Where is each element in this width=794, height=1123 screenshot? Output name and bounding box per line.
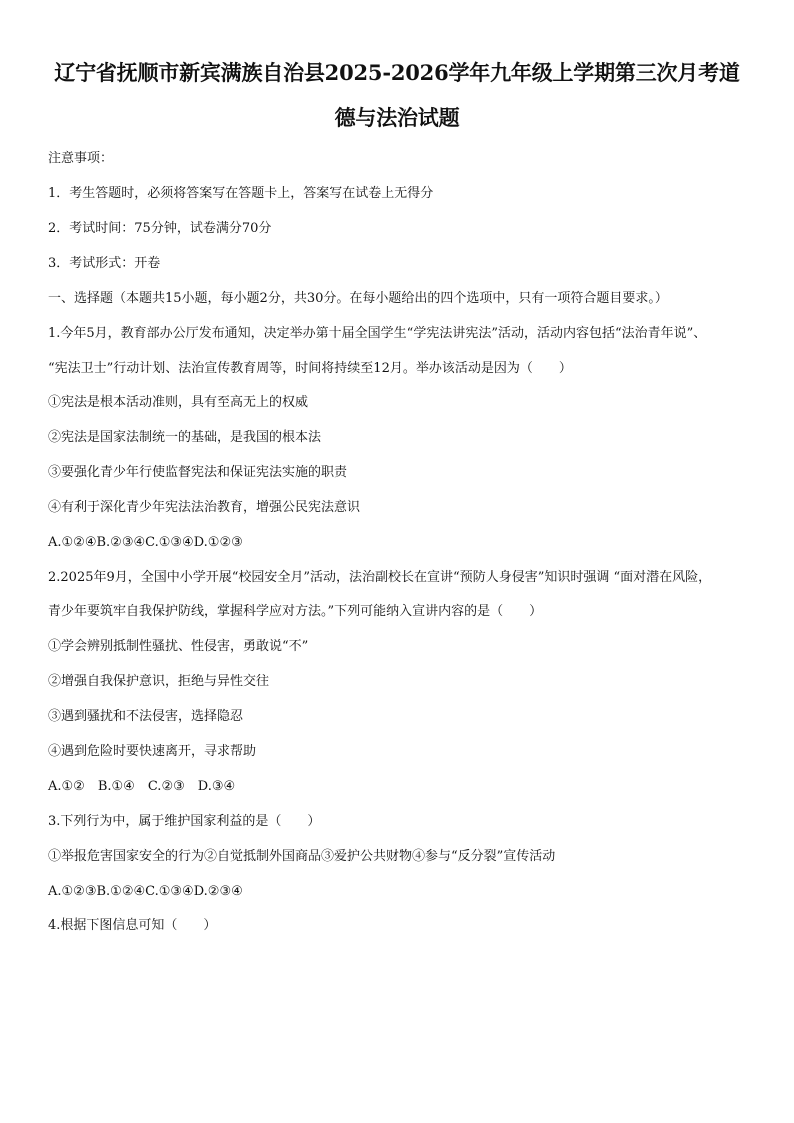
question-2-stem-line-2: 青少年要筑牢自我保护防线，掌握科学应对方法。”下列可能纳入宣讲内容的是（ ） [48,604,543,619]
question-3-options: A.①②③B.①②④C.①③④D.②③④ [48,884,243,899]
question-1-statement-4: ④有利于深化青少年宪法法治教育，增强公民宪法意识 [48,500,361,515]
question-1-statement-3: ③要强化青少年行使监督宪法和保证宪法实施的职责 [48,465,348,480]
question-3-stem: 3.下列行为中，属于维护国家利益的是（ ） [48,814,321,829]
question-2-statement-3: ③遇到骚扰和不法侵害，选择隐忍 [48,709,244,724]
question-1-statement-2: ②宪法是国家法制统一的基础，是我国的根本法 [48,430,322,445]
notice-item-2: 2．考试时间：75分钟，试卷满分70分 [48,221,272,236]
notice-item-1: 1．考生答题时，必须将答案写在答题卡上，答案写在试卷上无得分 [48,186,434,201]
section-heading: 一、选择题（本题共15小题，每小题2分，共30分。在每小题给出的四个选项中，只有一项符合题目要求。） [48,291,668,306]
exam-title-line-2: 德与法治试题 [334,105,460,130]
notice-item-3: 3．考试形式：开卷 [48,256,161,271]
question-1-statement-1: ①宪法是根本活动准则，具有至高无上的权威 [48,395,309,410]
question-1-options: A.①②④B.②③④C.①③④D.①②③ [48,535,243,550]
question-1-stem-line-1: 1.今年5月，教育部办公厅发布通知，决定举办第十届全国学生“学宪法讲宪法”活动，活动内容包括“法治青年说”、 [48,326,707,341]
question-1-stem-line-2: “宪法卫士”行动计划、法治宣传教育周等，时间将持续至12月。举办该活动是因为（ ） [48,361,572,376]
question-4-stem: 4.根据下图信息可知（ ） [48,918,217,933]
question-2-stem-line-1: 2.2025年9月，全国中小学开展“校园安全月”活动，法治副校长在宣讲“预防人身侵害”知识时强调 “面对潜在风险， [48,570,712,585]
question-2-statement-1: ①学会辨别抵制性骚扰、性侵害，勇敢说“不” [48,639,309,654]
question-2-statement-2: ②增强自我保护意识，拒绝与异性交往 [48,674,270,689]
exam-title-line-1: 辽宁省抚顺市新宾满族自治县2025-2026学年九年级上学期第三次月考道 [54,60,740,85]
question-2-options: A.①② B.①④ C.②③ D.③④ [48,779,236,794]
notice-heading: 注意事项： [48,151,114,166]
question-2-statement-4: ④遇到危险时要快速离开，寻求帮助 [48,744,257,759]
question-3-statements: ①举报危害国家安全的行为②自觉抵制外国商品③爱护公共财物④参与“反分裂”宣传活动 [48,849,556,864]
